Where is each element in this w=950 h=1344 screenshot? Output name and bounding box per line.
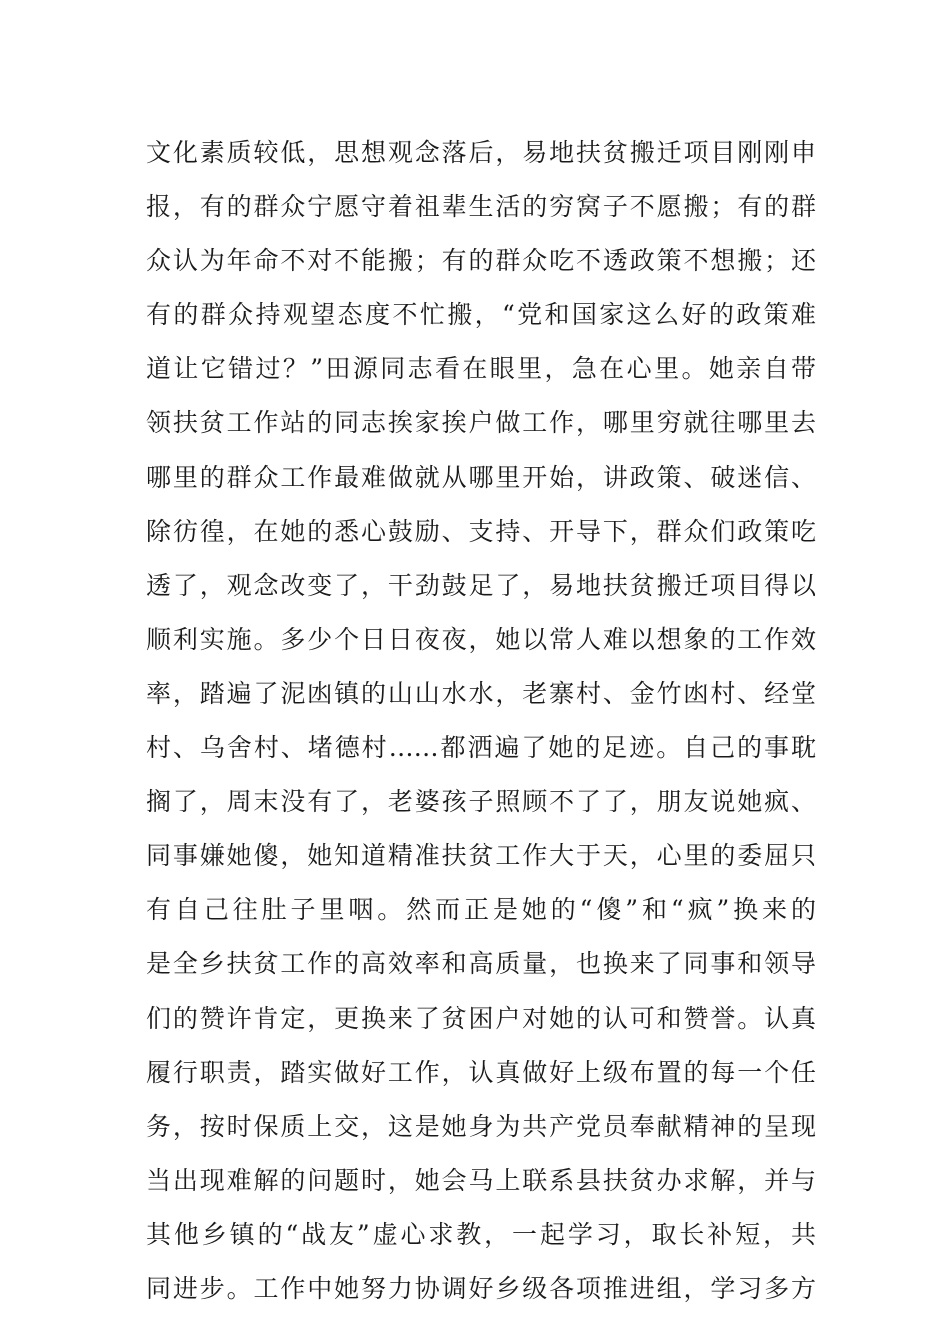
text-line: 履行职责，踏实做好工作，认真做好上级布置的每一个任 [146, 1057, 816, 1087]
text-line: 务，按时保质上交，这是她身为共产党员奉献精神的呈现 [146, 1111, 816, 1141]
text-line: 同进步。工作中她努力协调好乡级各项推进组，学习多方 [146, 1273, 816, 1303]
text-line: 报，有的群众宁愿守着祖辈生活的穷窝子不愿搬；有的群 [146, 192, 816, 222]
body-text [146, 126, 816, 1316]
text-line: 文化素质较低，思想观念落后，易地扶贫搬迁项目刚刚申 [146, 138, 816, 167]
text-line: 领扶贫工作站的同志挨家挨户做工作，哪里穷就往哪里去 [146, 408, 816, 438]
text-line: 道让它错过？”田源同志看在眼里，急在心里。她亲自带 [146, 354, 816, 384]
text-line: 众认为年命不对不能搬；有的群众吃不透政策不想搬；还 [146, 246, 816, 276]
text-line: 们的赞许肯定，更换来了贫困户对她的认可和赞誉。认真 [146, 1003, 816, 1033]
text-line: 除彷徨，在她的悉心鼓励、支持、开导下，群众们政策吃 [146, 516, 816, 546]
text-line: 当出现难解的问题时，她会马上联系县扶贫办求解，并与 [146, 1165, 816, 1195]
text-line: 透了，观念改变了，干劲鼓足了，易地扶贫搬迁项目得以 [146, 570, 816, 600]
text-line: 是全乡扶贫工作的高效率和高质量，也换来了同事和领导 [146, 949, 816, 979]
text-line: 其他乡镇的“战友”虚心求教，一起学习，取长补短，共 [146, 1219, 816, 1249]
text-line: 有自己往肚子里咽。然而正是她的“傻”和“疯”换来的 [146, 895, 816, 925]
text-line: 搁了，周末没有了，老婆孩子照顾不了了，朋友说她疯、 [146, 787, 816, 817]
text-line: 村、乌舍村、堵德村……都洒遍了她的足迹。自己的事耽 [146, 733, 816, 763]
text-line: 有的群众持观望态度不忙搬，“党和国家这么好的政策难 [146, 300, 816, 330]
text-line: 同事嫌她傻，她知道精准扶贫工作大于天，心里的委屈只 [146, 841, 816, 871]
text-line: 顺利实施。多少个日日夜夜，她以常人难以想象的工作效 [146, 624, 816, 654]
text-line: 率，踏遍了泥凼镇的山山水水，老寨村、金竹凼村、经堂 [146, 678, 816, 708]
text-line: 哪里的群众工作最难做就从哪里开始，讲政策、破迷信、 [146, 462, 816, 492]
